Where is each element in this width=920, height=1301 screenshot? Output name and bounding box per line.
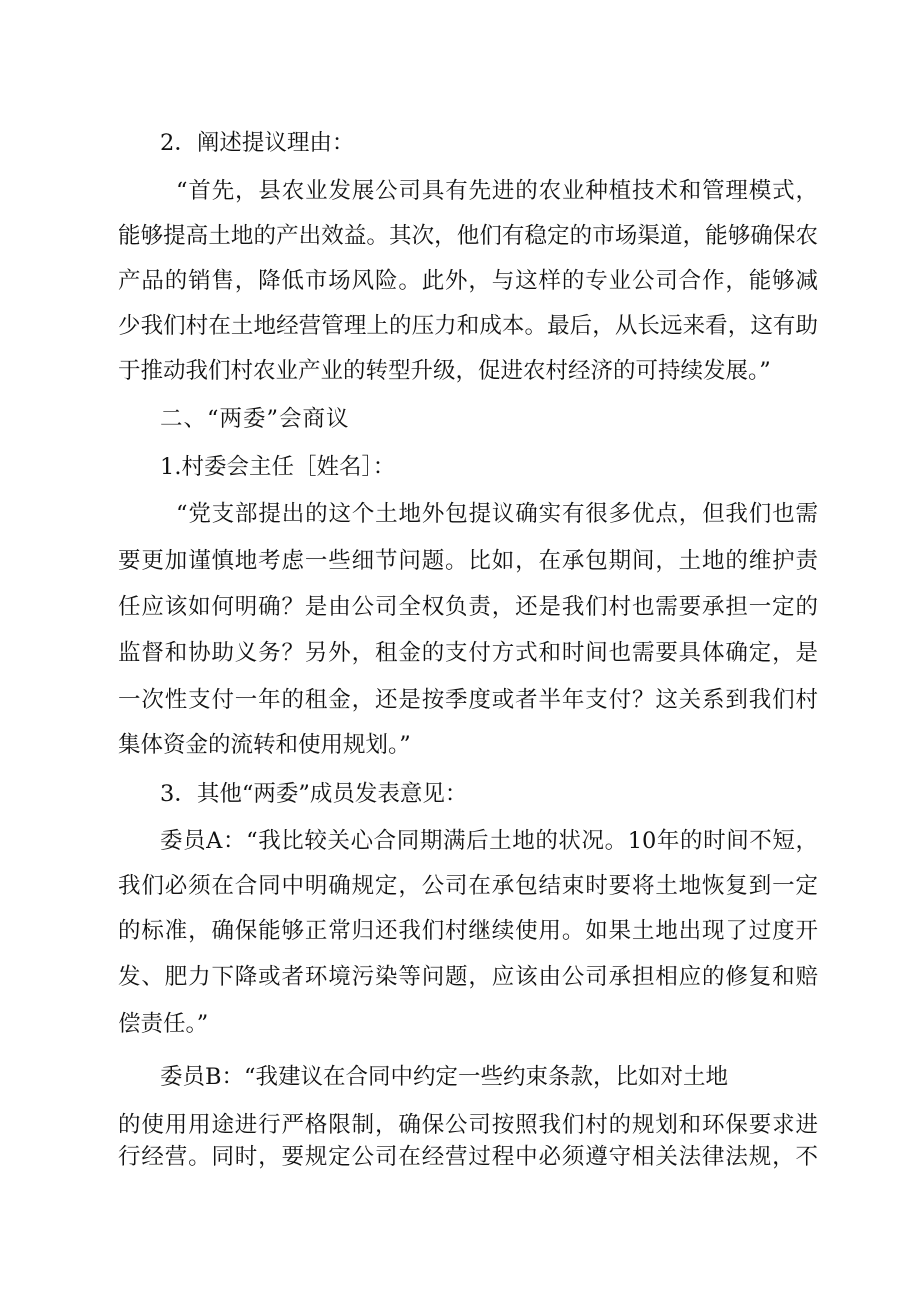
paragraph-line: 行经营。同时，要规定公司在经营过程中必须遵守相关法律法规，不 bbox=[118, 1144, 818, 1170]
paragraph-line: 发、肥力下降或者环境污染等问题，应该由公司承担相应的修复和赔 bbox=[118, 964, 818, 990]
paragraph-line: 一次性支付一年的租金，还是按季度或者半年支付？这关系到我们村 bbox=[118, 687, 818, 713]
paragraph-line: “首先，县农业发展公司具有先进的农业种植技术和管理模式， bbox=[176, 178, 818, 204]
paragraph-line: 委员A：“我比较关心合同期满后土地的状况。10年的时间不短， bbox=[160, 828, 818, 854]
section-item-heading: 3．其他“两委”成员发表意见： bbox=[160, 781, 468, 807]
paragraph-line: 我们必须在合同中明确规定，公司在承包结束时要将土地恢复到一定 bbox=[118, 873, 818, 899]
section-item-heading: 2．阐述提议理由： bbox=[160, 130, 355, 156]
paragraph-line: 少我们村在土地经营管理上的压力和成本。最后，从长远来看，这有助 bbox=[118, 313, 818, 339]
paragraph-line: 产品的销售，降低市场风险。此外，与这样的专业公司合作，能够减 bbox=[118, 268, 818, 294]
paragraph-line: 监督和协助义务？另外，租金的支付方式和时间也需要具体确定，是 bbox=[118, 640, 818, 666]
paragraph-line: 集体资金的流转和使用规划。” bbox=[118, 732, 411, 758]
section-heading: 二、“两委”会商议 bbox=[160, 406, 350, 432]
paragraph-line: 能够提高土地的产出效益。其次，他们有稳定的市场渠道，能够确保农 bbox=[118, 223, 818, 249]
paragraph-line: 的使用用途进行严格限制，确保公司按照我们村的规划和环保要求进 bbox=[118, 1112, 818, 1138]
paragraph-line: 委员B：“我建议在合同中约定一些约束条款，比如对土地 bbox=[160, 1064, 729, 1090]
paragraph-line: “党支部提出的这个土地外包提议确实有很多优点，但我们也需 bbox=[176, 501, 818, 527]
paragraph-line: 偿责任。” bbox=[118, 1011, 209, 1037]
paragraph-line: 于推动我们村农业产业的转型升级，促进农村经济的可持续发展。” bbox=[118, 358, 771, 384]
paragraph-line: 的标准，确保能够正常归还我们村继续使用。如果土地出现了过度开 bbox=[118, 918, 818, 944]
paragraph-line: 要更加谨慎地考虑一些细节问题。比如，在承包期间，土地的维护责 bbox=[118, 548, 818, 574]
paragraph-line: 任应该如何明确？是由公司全权负责，还是我们村也需要承担一定的 bbox=[118, 594, 818, 620]
section-item-heading: 1.村委会主任［姓名］： bbox=[160, 454, 396, 480]
